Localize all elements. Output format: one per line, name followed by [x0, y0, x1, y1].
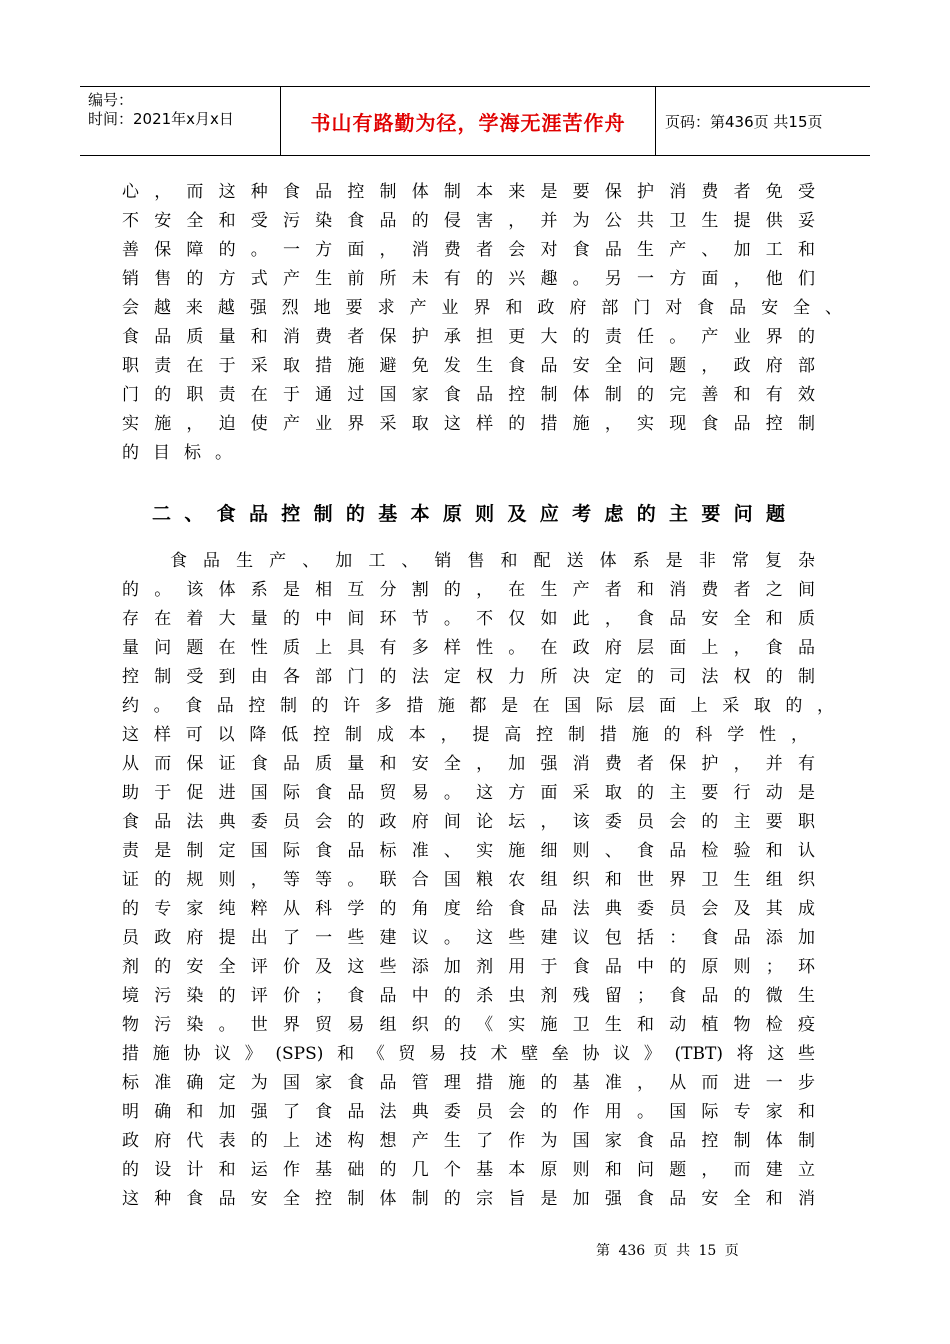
header-motto: 书山有路勤为径，学海无涯苦作舟: [310, 110, 626, 135]
paragraph-line: 食品生产、加工、销售和配送体系是非常复杂: [170, 551, 815, 571]
header-table: [80, 86, 870, 156]
paragraph-line: 明确和加强了食品法典委员会的作用。国际专家和: [122, 1102, 815, 1122]
paragraph-line: 实施，迫使产业界采取这样的措施，实现食品控制: [122, 414, 815, 434]
paragraph-line: 存在着大量的中间环节。不仅如此，食品安全和质: [122, 609, 815, 629]
paragraph-line: 这样可以降低控制成本，提高控制措施的科学性，: [122, 725, 808, 745]
paragraph-line: 会越来越强烈地要求产业界和政府部门对食品安全、: [122, 298, 842, 318]
paragraph-line: 控制受到由各部门的法定权力所决定的司法权的制: [122, 667, 815, 687]
paragraph-line: 责是制定国际食品标准、实施细则、食品检验和认: [122, 841, 815, 861]
paragraph-line: 政府代表的上述构想产生了作为国家食品控制体制: [122, 1131, 815, 1151]
paragraph-line: 心，而这种食品控制体制本来是要保护消费者免受: [122, 182, 815, 202]
paragraph-line: 约。食品控制的许多措施都是在国际层面上采取的，: [122, 696, 834, 716]
paragraph-line: 境污染的评价；食品中的杀虫剂残留；食品的微生: [122, 986, 815, 1006]
page-footer: 第 436 页 共 15 页: [596, 1243, 739, 1259]
header-motto-cell: [280, 87, 656, 155]
document-time-label: 时间：2021年x月x日: [88, 110, 234, 128]
section-heading: 二、食品控制的基本原则及应考虑的主要问题: [152, 503, 785, 525]
paragraph-line: 食品质量和消费者保护承担更大的责任。产业界的: [122, 327, 815, 347]
header-page-code: 页码：第436页 共15页: [665, 112, 823, 131]
paragraph-line: 助于促进国际食品贸易。这方面采取的主要行动是: [122, 783, 815, 803]
paragraph-line: 这种食品安全控制体制的宗旨是加强食品安全和消: [122, 1189, 815, 1209]
paragraph-line: 职责在于采取措施避免发生食品安全问题，政府部: [122, 356, 815, 376]
paragraph-line: 食品法典委员会的政府间论坛，该委员会的主要职: [122, 812, 815, 832]
paragraph-line: 的设计和运作基础的几个基本原则和问题，而建立: [122, 1160, 815, 1180]
document-number-label: 编号：: [88, 91, 134, 109]
paragraph-line: 证的规则，等等。联合国粮农组织和世界卫生组织: [122, 870, 815, 890]
header-meta-cell: [80, 87, 280, 155]
paragraph-line: 物污染。世界贸易组织的《实施卫生和动植物检疫: [122, 1015, 815, 1035]
paragraph-line: 门的职责在于通过国家食品控制体制的完善和有效: [122, 385, 815, 405]
paragraph-line: 标准确定为国家食品管理措施的基准，从而进一步: [122, 1073, 815, 1093]
paragraph-line: 从而保证食品质量和安全，加强消费者保护，并有: [122, 754, 815, 774]
paragraph-line: 善保障的。一方面，消费者会对食品生产、加工和: [122, 240, 815, 260]
paragraph-line: 不安全和受污染食品的侵害，并为公共卫生提供妥: [122, 211, 815, 231]
paragraph-line: 的目标。: [122, 443, 246, 463]
paragraph-line: 剂的安全评价及这些添加剂用于食品中的原则；环: [122, 957, 815, 977]
paragraph-line: 的专家纯粹从科学的角度给食品法典委员会及其成: [122, 899, 815, 919]
paragraph-line: 措施协议》(SPS)和《贸易技术壁垒协议》(TBT)将这些: [122, 1044, 815, 1064]
header-page-cell: [655, 87, 870, 155]
paragraph-line: 员政府提出了一些建议。这些建议包括：食品添加: [122, 928, 815, 948]
paragraph-line: 销售的方式产生前所未有的兴趣。另一方面，他们: [122, 269, 815, 289]
paragraph-line: 量问题在性质上具有多样性。在政府层面上，食品: [122, 638, 815, 658]
paragraph-line: 的。该体系是相互分割的，在生产者和消费者之间: [122, 580, 815, 600]
